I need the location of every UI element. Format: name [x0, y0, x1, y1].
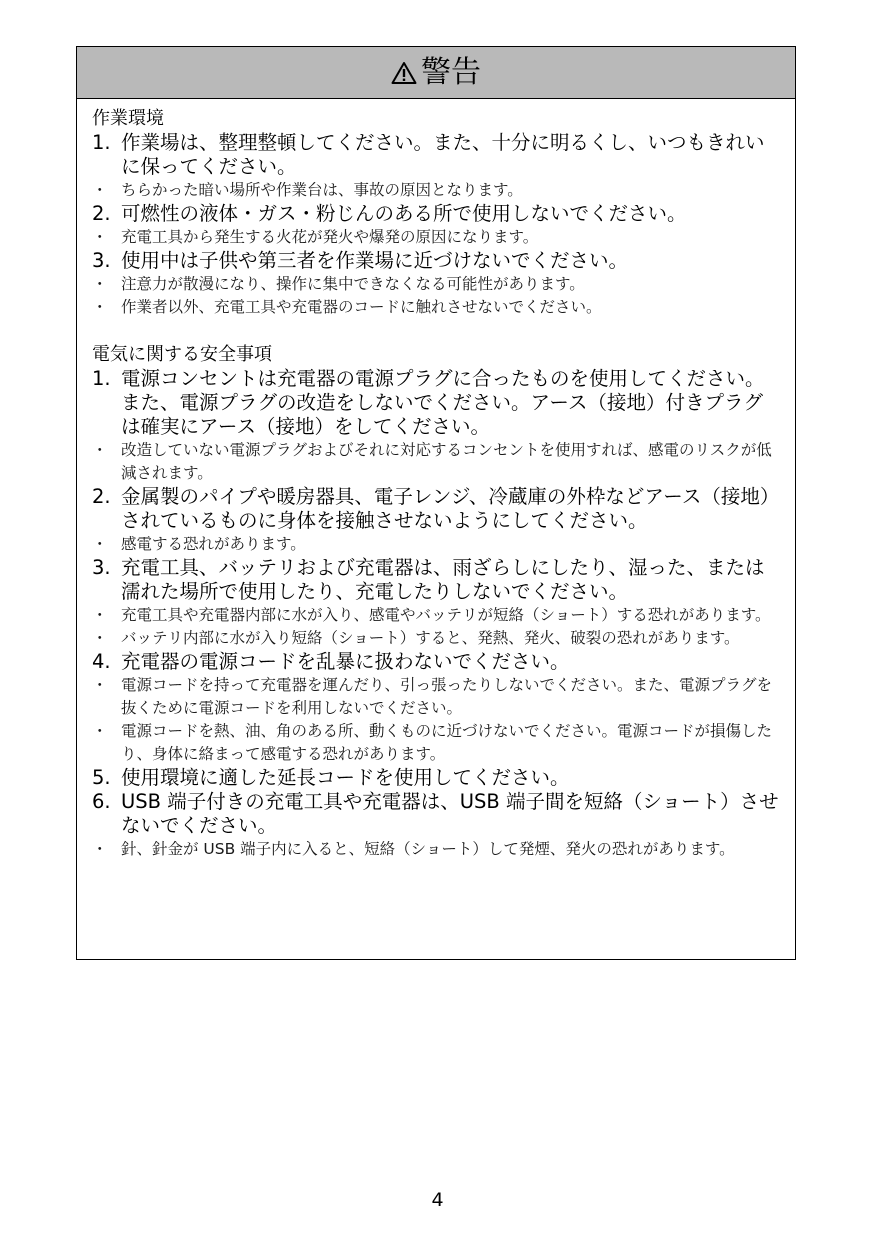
bullet-note: ・ 針、針金が USB 端子内に入ると、短絡（ショート）して発煙、発火の恐れがあります。 [92, 840, 735, 858]
bullet-note: ・ ちらかった暗い場所や作業台は、事故の原因となります。 [92, 181, 523, 199]
bullet-note: ・ 充電工具から発生する火花が発火や爆発の原因になります。 [92, 228, 539, 246]
bullet-note: ・ 改造していない電源プラグおよびそれに対応するコンセントを使用すれば、感電のリスクが低減されます。 [92, 441, 772, 482]
bullet-note: ・ 充電工具や充電器内部に水が入り、感電やバッテリが短絡（ショート）する恐れがあります。 [92, 606, 771, 624]
section-title: 電気に関する安全事項 [92, 344, 272, 365]
section-spacer [92, 319, 781, 343]
warning-triangle-icon [391, 61, 417, 85]
numbered-item: 2. 可燃性の液体・ガス・粉じんのある所で使用しないでください。 [92, 202, 687, 225]
bullet-note: ・ バッテリ内部に水が入り短絡（ショート）すると、発熱、発火、破裂の恐れがあります。 [92, 629, 740, 647]
section-work-environment [92, 107, 781, 319]
numbered-item: 1. 電源コンセントは充電器の電源プラグに合ったものを使用してください。また、電源プラグの改造をしないでください。アース（接地）付きプラグは確実にアース（接地）をしてください。 [92, 367, 765, 438]
numbered-item: 3. 使用中は子供や第三者を作業場に近づけないでください。 [92, 249, 629, 272]
numbered-item: 3. 充電工具、バッテリおよび充電器は、雨ざらしにしたり、湿った、または濡れた場所で使用したり、充電したりしないでください。 [92, 556, 765, 603]
numbered-item: 2. 金属製のパイプや暖房器具、電子レンジ、冷蔵庫の外枠などアース（接地）されているものに身体を接触させないようにしてください。 [92, 485, 780, 532]
numbered-item: 5. 使用環境に適した延長コードを使用してください。 [92, 766, 570, 789]
bullet-note: ・ 電源コードを熱、油、角のある所、動くものに近づけないでください。電源コードが損傷したり、身体に絡まって感電する恐れがあります。 [92, 722, 773, 763]
bullet-note: ・ 作業者以外、充電工具や充電器のコードに触れさせないでください。 [92, 298, 602, 316]
warning-content [77, 99, 795, 861]
bullet-note: ・ 感電する恐れがあります。 [92, 535, 306, 553]
numbered-item: 6. USB 端子付きの充電工具や充電器は、USB 端子間を短絡（ショート）させないでください。 [92, 790, 779, 837]
section-title: 作業環境 [92, 108, 164, 129]
numbered-item: 1. 作業場は、整理整頓してください。また、十分に明るくし、いつもきれいに保ってください。 [92, 131, 765, 178]
warning-banner [77, 47, 795, 99]
section-electrical-safety [92, 343, 781, 861]
warning-title: 警告 [421, 54, 481, 90]
bullet-note: ・ 注意力が散漫になり、操作に集中できなくなる可能性があります。 [92, 275, 585, 293]
bullet-note: ・ 電源コードを持って充電器を運んだり、引っ張ったりしないでください。また、電源プラグを抜くために電源コードを利用しないでください。 [92, 676, 773, 717]
warning-box [76, 46, 796, 960]
numbered-item: 4. 充電器の電源コードを乱暴に扱わないでください。 [92, 650, 570, 673]
page-number: 4 [431, 1189, 444, 1211]
